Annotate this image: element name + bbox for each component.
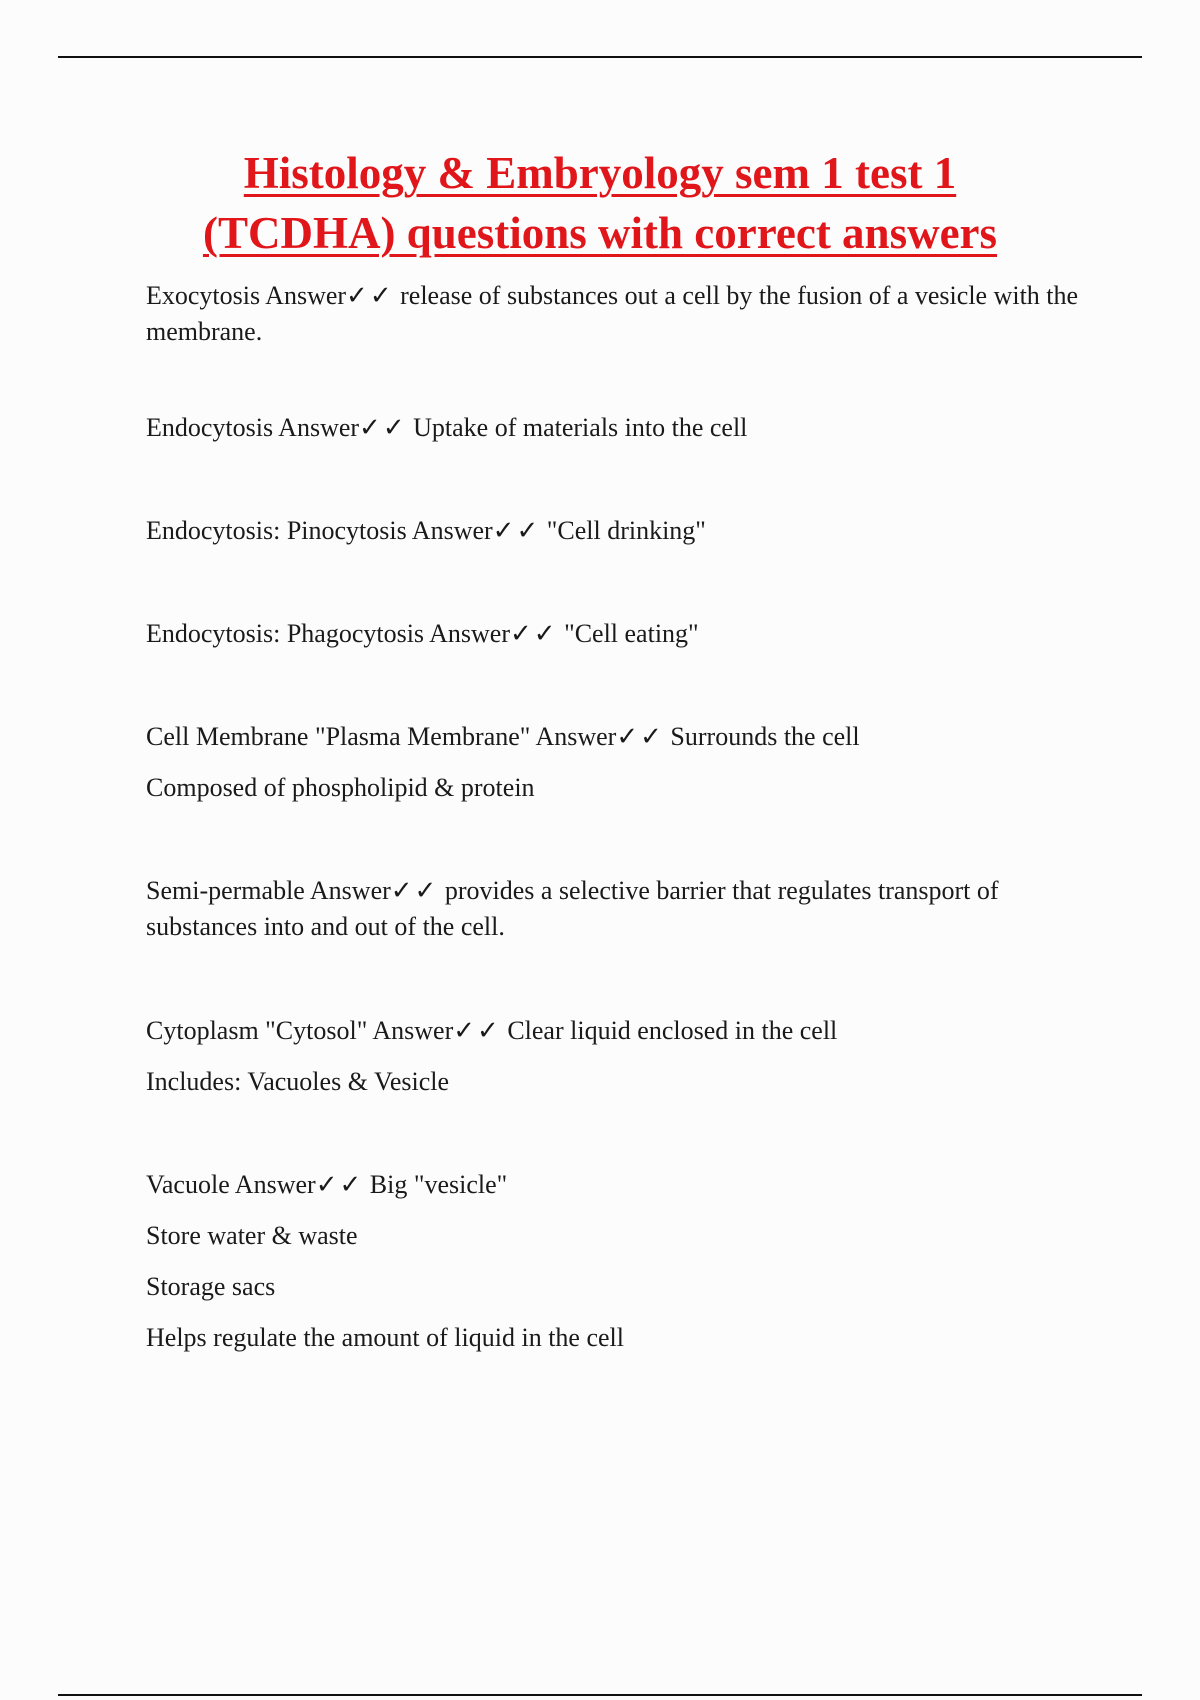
qa-answer: provides a selective barrier that regulates transport of substances into and out of the cell. xyxy=(146,876,999,941)
check-mark-icon: ✓✓ xyxy=(315,1170,364,1199)
check-mark-icon: ✓✓ xyxy=(492,516,541,545)
qa-answer: "Cell eating" xyxy=(564,619,699,648)
qa-answer: Big "vesicle" xyxy=(369,1170,508,1199)
top-rule xyxy=(58,56,1142,58)
qa-answer: Uptake of materials into the cell xyxy=(413,413,748,442)
qa-item xyxy=(146,1013,1086,1100)
qa-term: Cell Membrane "Plasma Membrane" Answer xyxy=(146,722,617,751)
qa-term: Endocytosis: Phagocytosis Answer xyxy=(146,619,510,648)
check-mark-icon: ✓✓ xyxy=(510,619,558,648)
qa-term: Endocytosis Answer xyxy=(146,413,360,442)
qa-term: Cytoplasm "Cytosol" Answer xyxy=(146,1016,454,1045)
qa-extra-line: Store water & waste xyxy=(146,1221,358,1250)
title-line-2: (TCDHA) questions with correct answers xyxy=(202,208,998,258)
qa-item xyxy=(146,873,1086,945)
check-mark-icon: ✓✓ xyxy=(390,876,439,905)
qa-answer: "Cell drinking" xyxy=(546,516,706,545)
qa-term: Endocytosis: Pinocytosis Answer xyxy=(146,516,493,545)
check-mark-icon: ✓✓ xyxy=(453,1016,501,1045)
qa-answer: Surrounds the cell xyxy=(670,722,860,751)
qa-item xyxy=(146,513,1086,549)
bottom-rule xyxy=(58,1694,1142,1696)
qa-list xyxy=(146,278,1086,1356)
qa-item xyxy=(146,616,1086,652)
qa-term: Exocytosis Answer xyxy=(146,281,347,310)
qa-item xyxy=(146,410,1086,446)
qa-extra-line: Helps regulate the amount of liquid in the cell xyxy=(146,1323,624,1352)
qa-extra-line: Composed of phospholipid & protein xyxy=(146,773,535,802)
check-mark-icon: ✓✓ xyxy=(616,722,664,751)
page-title xyxy=(100,143,1100,263)
qa-extra-line: Storage sacs xyxy=(146,1272,276,1301)
qa-item xyxy=(146,1167,1086,1356)
qa-item xyxy=(146,278,1086,350)
qa-term: Vacuole Answer xyxy=(146,1170,316,1199)
qa-item xyxy=(146,719,1086,806)
title-line-1: Histology & Embryology sem 1 test 1 xyxy=(243,148,957,198)
qa-term: Semi-permable Answer xyxy=(146,876,391,905)
qa-answer: Clear liquid enclosed in the cell xyxy=(507,1016,838,1045)
check-mark-icon: ✓✓ xyxy=(346,281,394,310)
qa-extra-line: Includes: Vacuoles & Vesicle xyxy=(146,1067,450,1096)
qa-answer: release of substances out a cell by the fusion of a vesicle with the membrane. xyxy=(146,281,1079,346)
check-mark-icon: ✓✓ xyxy=(359,413,407,442)
